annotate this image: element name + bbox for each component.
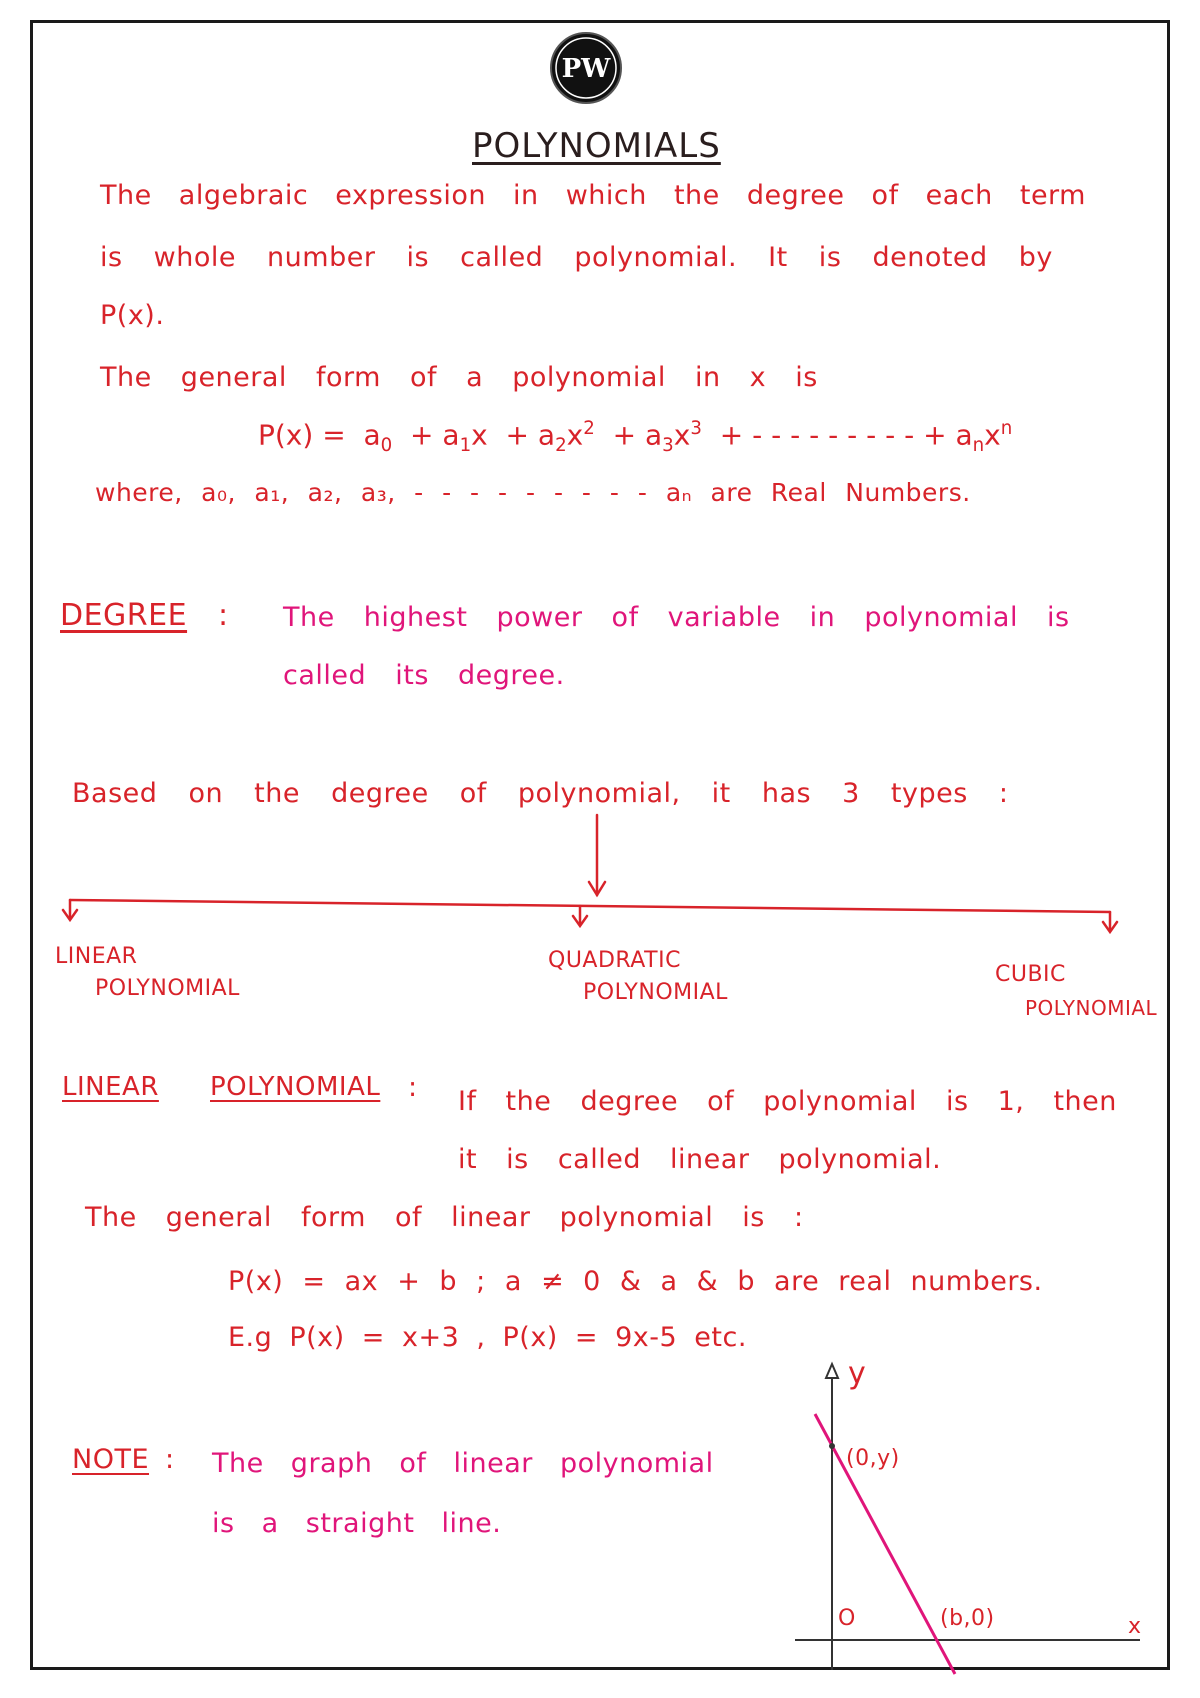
linear-form-intro: The general form of linear polynomial is : xyxy=(85,1202,804,1233)
graph-origin-label: O xyxy=(838,1606,856,1631)
linear-formula: P(x) = ax + b ; a ≠ 0 & a & b are real numbers. xyxy=(228,1266,1043,1297)
graph-x-intercept-label: (b,0) xyxy=(940,1606,995,1631)
degree-colon: : xyxy=(218,598,229,633)
graph-y-intercept-point xyxy=(829,1443,835,1449)
note-heading: NOTE xyxy=(72,1444,150,1475)
degree-heading: DEGREE xyxy=(60,598,188,633)
note-line-2: is a straight line. xyxy=(212,1508,502,1539)
linear-heading-1: LINEAR xyxy=(62,1072,159,1102)
graph-y-label: y xyxy=(848,1356,867,1391)
note-line-1: The graph of linear polynomial xyxy=(212,1448,714,1479)
general-form-formula: $P(x) = a_0 + a_1x + a_2x^2 + a_3x^3$ + - - - - - - - - - + $a_nx^n$ xyxy=(258,418,1013,456)
definition-line-2: is whole number is called polynomial. It is denoted by xyxy=(100,242,1053,273)
type-quadratic-line-1: QUADRATIC xyxy=(548,948,681,973)
type-linear-line-2: POLYNOMIAL xyxy=(95,976,240,1001)
type-quadratic-line-2: POLYNOMIAL xyxy=(583,980,728,1005)
formula-p-label: P(x) = xyxy=(258,418,346,452)
logo-text: PW xyxy=(561,54,611,84)
types-intro: Based on the degree of polynomial, it has 3 types : xyxy=(72,778,1009,809)
type-linear-line-1: LINEAR xyxy=(55,944,138,969)
general-form-where: where, a₀, a₁, a₂, a₃, - - - - - - - - - aₙ are Real Numbers. xyxy=(95,478,971,507)
linear-definition-2: it is called linear polynomial. xyxy=(458,1144,942,1175)
degree-line-2: called its degree. xyxy=(283,660,565,691)
linear-colon: : xyxy=(408,1072,418,1103)
graph-y-arrowhead xyxy=(826,1364,838,1378)
linear-heading-2: POLYNOMIAL xyxy=(210,1072,381,1102)
definition-line-1: The algebraic expression in which the degree of each term xyxy=(100,180,1086,211)
page-title: POLYNOMIALS xyxy=(472,126,721,166)
note-colon: : xyxy=(165,1444,175,1475)
graph-y-intercept-label: (0,y) xyxy=(846,1446,900,1471)
linear-definition-1: If the degree of polynomial is 1, then xyxy=(458,1086,1117,1117)
definition-line-3: P(x). xyxy=(100,300,165,331)
type-cubic-line-1: CUBIC xyxy=(995,962,1066,987)
degree-line-1: The highest power of variable in polynomial is xyxy=(283,602,1070,633)
linear-example: E.g P(x) = x+3 , P(x) = 9x-5 etc. xyxy=(228,1322,747,1353)
type-cubic-line-2: POLYNOMIAL xyxy=(1025,996,1158,1020)
general-form-intro: The general form of a polynomial in x is xyxy=(100,362,818,393)
graph-x-label: x xyxy=(1128,1614,1142,1639)
